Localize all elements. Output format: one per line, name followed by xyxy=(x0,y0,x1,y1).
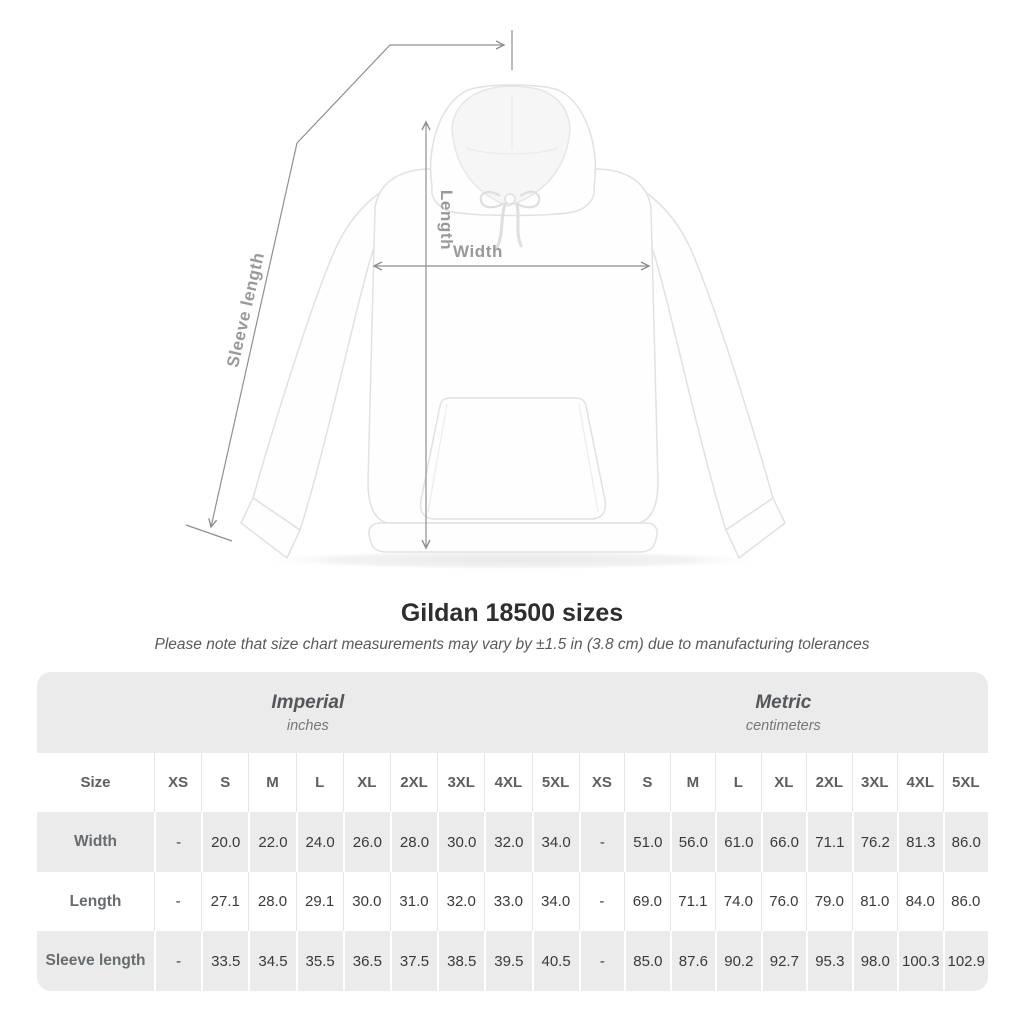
col-header-metric-5xl: 5XL xyxy=(943,753,988,812)
tolerance-note: Please note that size chart measurements may vary by ±1.5 in (3.8 cm) due to manufacturing tolerances xyxy=(154,636,870,653)
width-metric-2xl: 71.1 xyxy=(806,812,851,872)
sleeve-imperial-xs: - xyxy=(154,931,201,991)
col-header-metric-4xl: 4XL xyxy=(897,753,942,812)
col-header-imperial-xl: XL xyxy=(343,753,390,812)
row-label-width: Width xyxy=(37,812,154,872)
metric-unit: centimeters xyxy=(745,717,821,734)
length-imperial-s: 27.1 xyxy=(201,872,248,931)
metric-group-header xyxy=(579,672,988,753)
length-metric-4xl: 84.0 xyxy=(897,872,942,931)
hoodie-image xyxy=(241,85,785,570)
col-header-metric-3xl: 3XL xyxy=(852,753,897,812)
length-metric-5xl: 86.0 xyxy=(943,872,988,931)
sleeve-imperial-l: 35.5 xyxy=(296,931,343,991)
sleeve-imperial-s: 33.5 xyxy=(201,931,248,991)
sleeve-metric-4xl: 100.3 xyxy=(897,931,942,991)
sleeve-metric-xl: 92.7 xyxy=(761,931,806,991)
sleeve-imperial-4xl: 39.5 xyxy=(484,931,531,991)
width-imperial-xs: - xyxy=(154,812,201,872)
length-imperial-m: 28.0 xyxy=(248,872,295,931)
row-label-sleeve-length: Sleeve length xyxy=(37,931,154,991)
length-imperial-l: 29.1 xyxy=(296,872,343,931)
width-metric-m: 56.0 xyxy=(670,812,715,872)
width-metric-xs: - xyxy=(579,812,624,872)
page-title: Gildan 18500 sizes xyxy=(400,599,624,627)
width-imperial-4xl: 32.0 xyxy=(484,812,531,872)
col-header-imperial-m: M xyxy=(248,753,295,812)
col-header-imperial-5xl: 5XL xyxy=(532,753,579,812)
width-metric-xl: 66.0 xyxy=(761,812,806,872)
corner-header-size: Size xyxy=(37,753,154,812)
sleeve-imperial-5xl: 40.5 xyxy=(532,931,579,991)
col-header-metric-xs: XS xyxy=(579,753,624,812)
col-header-metric-m: M xyxy=(670,753,715,812)
hoodie-floor-shadow xyxy=(253,550,773,570)
sleeve-imperial-xl: 36.5 xyxy=(343,931,390,991)
length-metric-m: 71.1 xyxy=(670,872,715,931)
sleeve-imperial-3xl: 38.5 xyxy=(437,931,484,991)
col-header-metric-2xl: 2XL xyxy=(806,753,851,812)
length-metric-2xl: 79.0 xyxy=(806,872,851,931)
metric-title: Metric xyxy=(755,691,812,713)
col-header-imperial-l: L xyxy=(296,753,343,812)
sleeve-metric-xs: - xyxy=(579,931,624,991)
width-imperial-2xl: 28.0 xyxy=(390,812,437,872)
length-metric-s: 69.0 xyxy=(624,872,669,931)
hoodie-pocket xyxy=(421,398,606,519)
length-imperial-5xl: 34.0 xyxy=(532,872,579,931)
width-imperial-l: 24.0 xyxy=(296,812,343,872)
width-imperial-m: 22.0 xyxy=(248,812,295,872)
sleeve-metric-l: 90.2 xyxy=(715,931,760,991)
length-imperial-2xl: 31.0 xyxy=(390,872,437,931)
col-header-imperial-3xl: 3XL xyxy=(437,753,484,812)
hoodie-hem-band xyxy=(369,523,657,552)
width-imperial-s: 20.0 xyxy=(201,812,248,872)
width-imperial-xl: 26.0 xyxy=(343,812,390,872)
row-label-length: Length xyxy=(37,872,154,931)
width-label: Width xyxy=(452,242,504,261)
col-header-metric-xl: XL xyxy=(761,753,806,812)
width-metric-5xl: 86.0 xyxy=(943,812,988,872)
sleeve-metric-3xl: 98.0 xyxy=(852,931,897,991)
width-metric-l: 61.0 xyxy=(715,812,760,872)
length-imperial-xs: - xyxy=(154,872,201,931)
length-label: Length xyxy=(437,189,456,251)
length-imperial-3xl: 32.0 xyxy=(437,872,484,931)
width-metric-3xl: 76.2 xyxy=(852,812,897,872)
sleeve-length-start-tick xyxy=(186,525,232,541)
length-metric-xs: - xyxy=(579,872,624,931)
imperial-unit: inches xyxy=(286,717,329,734)
length-imperial-xl: 30.0 xyxy=(343,872,390,931)
sleeve-metric-5xl: 102.9 xyxy=(943,931,988,991)
size-chart-table xyxy=(37,672,988,991)
col-header-metric-l: L xyxy=(715,753,760,812)
sleeve-metric-s: 85.0 xyxy=(624,931,669,991)
col-header-imperial-2xl: 2XL xyxy=(390,753,437,812)
width-metric-4xl: 81.3 xyxy=(897,812,942,872)
width-imperial-3xl: 30.0 xyxy=(437,812,484,872)
sleeve-imperial-2xl: 37.5 xyxy=(390,931,437,991)
sleeve-metric-m: 87.6 xyxy=(670,931,715,991)
sleeve-metric-2xl: 95.3 xyxy=(806,931,851,991)
imperial-title: Imperial xyxy=(271,691,345,713)
col-header-imperial-xs: XS xyxy=(154,753,201,812)
imperial-group-header xyxy=(37,672,579,753)
sleeve-length-label: Sleeve length xyxy=(223,250,269,370)
sleeve-imperial-m: 34.5 xyxy=(248,931,295,991)
length-metric-3xl: 81.0 xyxy=(852,872,897,931)
col-header-imperial-4xl: 4XL xyxy=(484,753,531,812)
length-metric-l: 74.0 xyxy=(715,872,760,931)
length-imperial-4xl: 33.0 xyxy=(484,872,531,931)
width-imperial-5xl: 34.0 xyxy=(532,812,579,872)
width-metric-s: 51.0 xyxy=(624,812,669,872)
col-header-metric-s: S xyxy=(624,753,669,812)
col-header-imperial-s: S xyxy=(201,753,248,812)
length-metric-xl: 76.0 xyxy=(761,872,806,931)
